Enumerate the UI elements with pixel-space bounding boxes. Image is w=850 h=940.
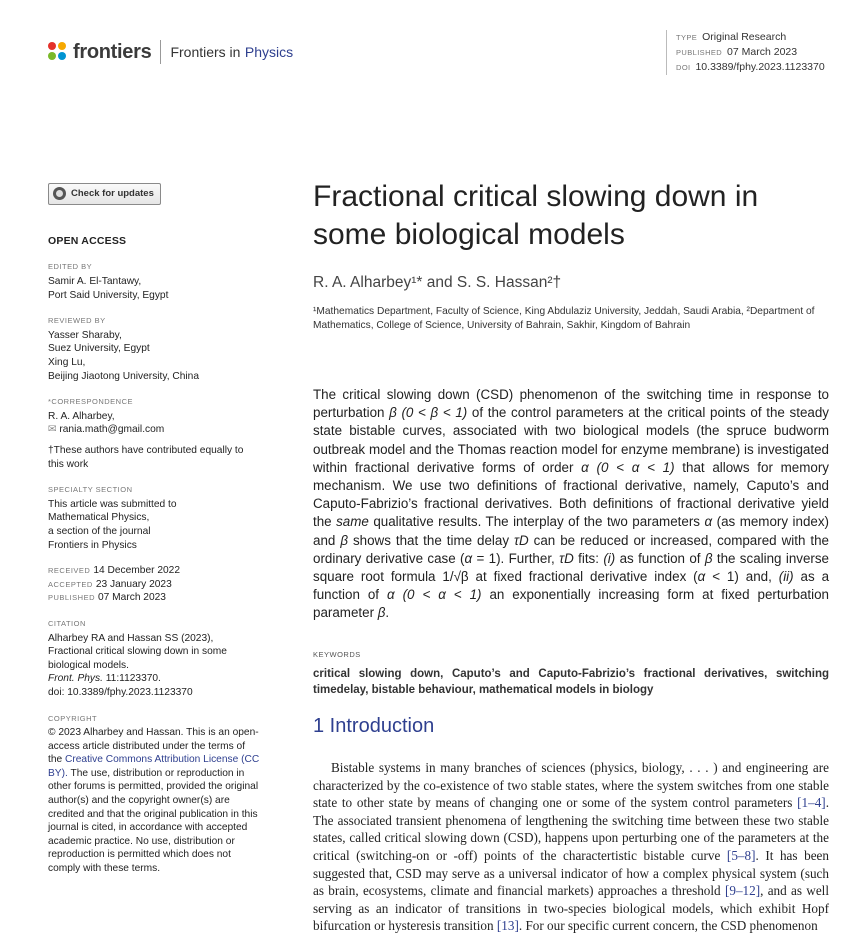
specialty-line: Mathematical Physics, bbox=[48, 512, 150, 524]
meta-type: TYPE Original Research bbox=[676, 31, 787, 43]
open-access-label: OPEN ACCESS bbox=[48, 234, 127, 247]
reviewer-line: Xing Lu, bbox=[48, 357, 86, 369]
meta-published: PUBLISHED 07 March 2023 bbox=[676, 46, 798, 58]
article-meta bbox=[666, 30, 825, 75]
check-updates-button[interactable]: Check for updates bbox=[48, 183, 161, 205]
correspondence-email[interactable]: ✉ rania.math@gmail.com bbox=[48, 424, 165, 436]
cc-by-link[interactable]: Creative Commons Attribution License (CC BY). bbox=[48, 754, 260, 779]
citation-label: CITATION bbox=[48, 618, 86, 628]
citation-line: Alharbey RA and Hassan SS (2023), bbox=[48, 632, 214, 644]
frontiers-logo-icon bbox=[48, 42, 68, 62]
correspondence-name: R. A. Alharbey, bbox=[48, 410, 115, 422]
citation-link[interactable]: [13] bbox=[496, 918, 519, 934]
editor-line: Port Said University, Egypt bbox=[48, 289, 169, 301]
journal-prefix: Frontiers in bbox=[170, 44, 241, 60]
meta-doi[interactable]: DOI 10.3389/fphy.2023.1123370 bbox=[676, 61, 825, 73]
copyright-label: COPYRIGHT bbox=[48, 713, 98, 723]
keywords: critical slowing down, Caputo’s and Caputo-Fabrizio’s fractional derivatives, switching timedelay, bistable behaviour, mathematical models in biology bbox=[313, 668, 829, 696]
specialty-label: SPECIALTY SECTION bbox=[48, 485, 133, 495]
reviewer-line: Suez University, Egypt bbox=[48, 343, 150, 355]
author-affiliations: ¹Mathematics Department, Faculty of Science, King Abdulaziz University, Jeddah, Saudi Arabia, ²Department of Mathematics, College of Science, University of Bahrain, Sakhir, Kingdom of Bahrain bbox=[313, 306, 815, 331]
abstract: The critical slowing down (CSD) phenomenon of the switching time in response to perturbation β (0 < β < 1) of the control parameters at the critical points of the steady state bistable curves, associated with two biological models (the spruce budworm outbreak model and the Thomas reaction model for enzyme membrane) is investigated within fractional derivative forms of order α (0 < α < 1) that allows for memory mechanism. We use two definitions of fractional derivative, namely, Caputo’s and Caputo-Fabrizio’s fractional derivatives. Both definitions of fractional derivative yield the same qualitative results. The interplay of the two parameters α (as memory index) and β shows that the time delay τD can be reduced or increased, compared with the ordinary derivative case (α = 1). Further, τD fits: (i) as function of β the scaling inverse square root formula 1/√β at fixed fractional derivative index (α < 1) and, (ii) as a function of α (0 < α < 1) an exponentially increasing form at fixed perturbation parameter β. bbox=[313, 387, 830, 621]
citation-line: Fractional critical slowing down in some bbox=[48, 646, 227, 658]
article-title: Fractional critical slowing down in some biological models bbox=[313, 180, 759, 251]
logo-word: frontiers bbox=[73, 40, 152, 63]
frontiers-logo[interactable] bbox=[48, 40, 293, 64]
dates bbox=[48, 564, 260, 605]
section-heading-introduction: 1 Introduction bbox=[313, 715, 435, 737]
correspondence-label: *CORRESPONDENCE bbox=[48, 397, 134, 407]
check-updates-icon bbox=[53, 187, 66, 200]
edited-by-label: EDITED BY bbox=[48, 262, 93, 272]
specialty-line: Frontiers in Physics bbox=[48, 539, 137, 551]
specialty-line: This article was submitted to bbox=[48, 498, 177, 510]
journal-name: Physics bbox=[244, 44, 294, 60]
citation-line: biological models. bbox=[48, 659, 129, 671]
citation-link[interactable]: [9–12] bbox=[724, 883, 761, 899]
copyright-text: © 2023 Alharbey and Hassan. This is an open-access article distributed under the terms of the Creative Commons Attribution License (CC BY). The use, distribution or reproduction in other forums is permitted, provided the original author(s) and the copyright owner(s) are credited and that the original publication in this journal is cited, in accordance with accepted academic practice. No use, distribution or reproduction is permitted which does not comply with these terms. bbox=[48, 727, 260, 875]
sidebar bbox=[48, 183, 260, 876]
received-date: RECEIVED 14 December 2022 bbox=[48, 565, 180, 577]
email-icon: ✉ bbox=[48, 424, 60, 436]
citation-journal: Front. Phys. 11:1123370. bbox=[48, 673, 161, 685]
editor-line: Samir A. El-Tantawy, bbox=[48, 276, 142, 288]
specialty-line: a section of the journal bbox=[48, 525, 151, 537]
accepted-date: ACCEPTED 23 January 2023 bbox=[48, 578, 172, 590]
reviewed-by-label: REVIEWED BY bbox=[48, 316, 106, 326]
equal-contribution-note: †These authors have contributed equally to this work bbox=[48, 445, 244, 470]
reviewer-line: Beijing Jiaotong University, China bbox=[48, 370, 200, 382]
published-date: PUBLISHED 07 March 2023 bbox=[48, 592, 166, 604]
article-authors: R. A. Alharbey¹* and S. S. Hassan²† bbox=[313, 274, 562, 291]
citation-doi[interactable]: doi: 10.3389/fphy.2023.1123370 bbox=[48, 686, 193, 698]
introduction-paragraph: Bistable systems in many branches of sciences (physics, biology, . . . ) and engineering are characterized by the co-existence of two stable states, where the system switches from one stable state to other state by means of changing one or some of the system control parameters [1–4]. The associated transient phenomena of lengthening the switching time between these two stable states, called critical slowing down (CSD), happens upon perturbing one of the parameters at the critical (switching-on or -off) points of the charactertistic bistable curve [5–8]. It has been suggested that, CSD may serve as a universal indicator of how a complex physical system (such as brain, ecosystems, climate and financial markets) approaches a threshold [9–12], and as well serving as an indicator of transitions in two-species biological models, which exhibit Hopf bifurcation or hysteresis transition [13]. For our specific current concern, the CSD phenomenon bbox=[313, 760, 830, 934]
citation-link[interactable]: [5–8] bbox=[726, 847, 756, 863]
reviewer-line: Yasser Sharaby, bbox=[48, 329, 122, 341]
keywords-label: KEYWORDS bbox=[313, 650, 361, 659]
logo-divider bbox=[160, 40, 161, 64]
citation-link[interactable]: [1–4] bbox=[797, 795, 826, 811]
